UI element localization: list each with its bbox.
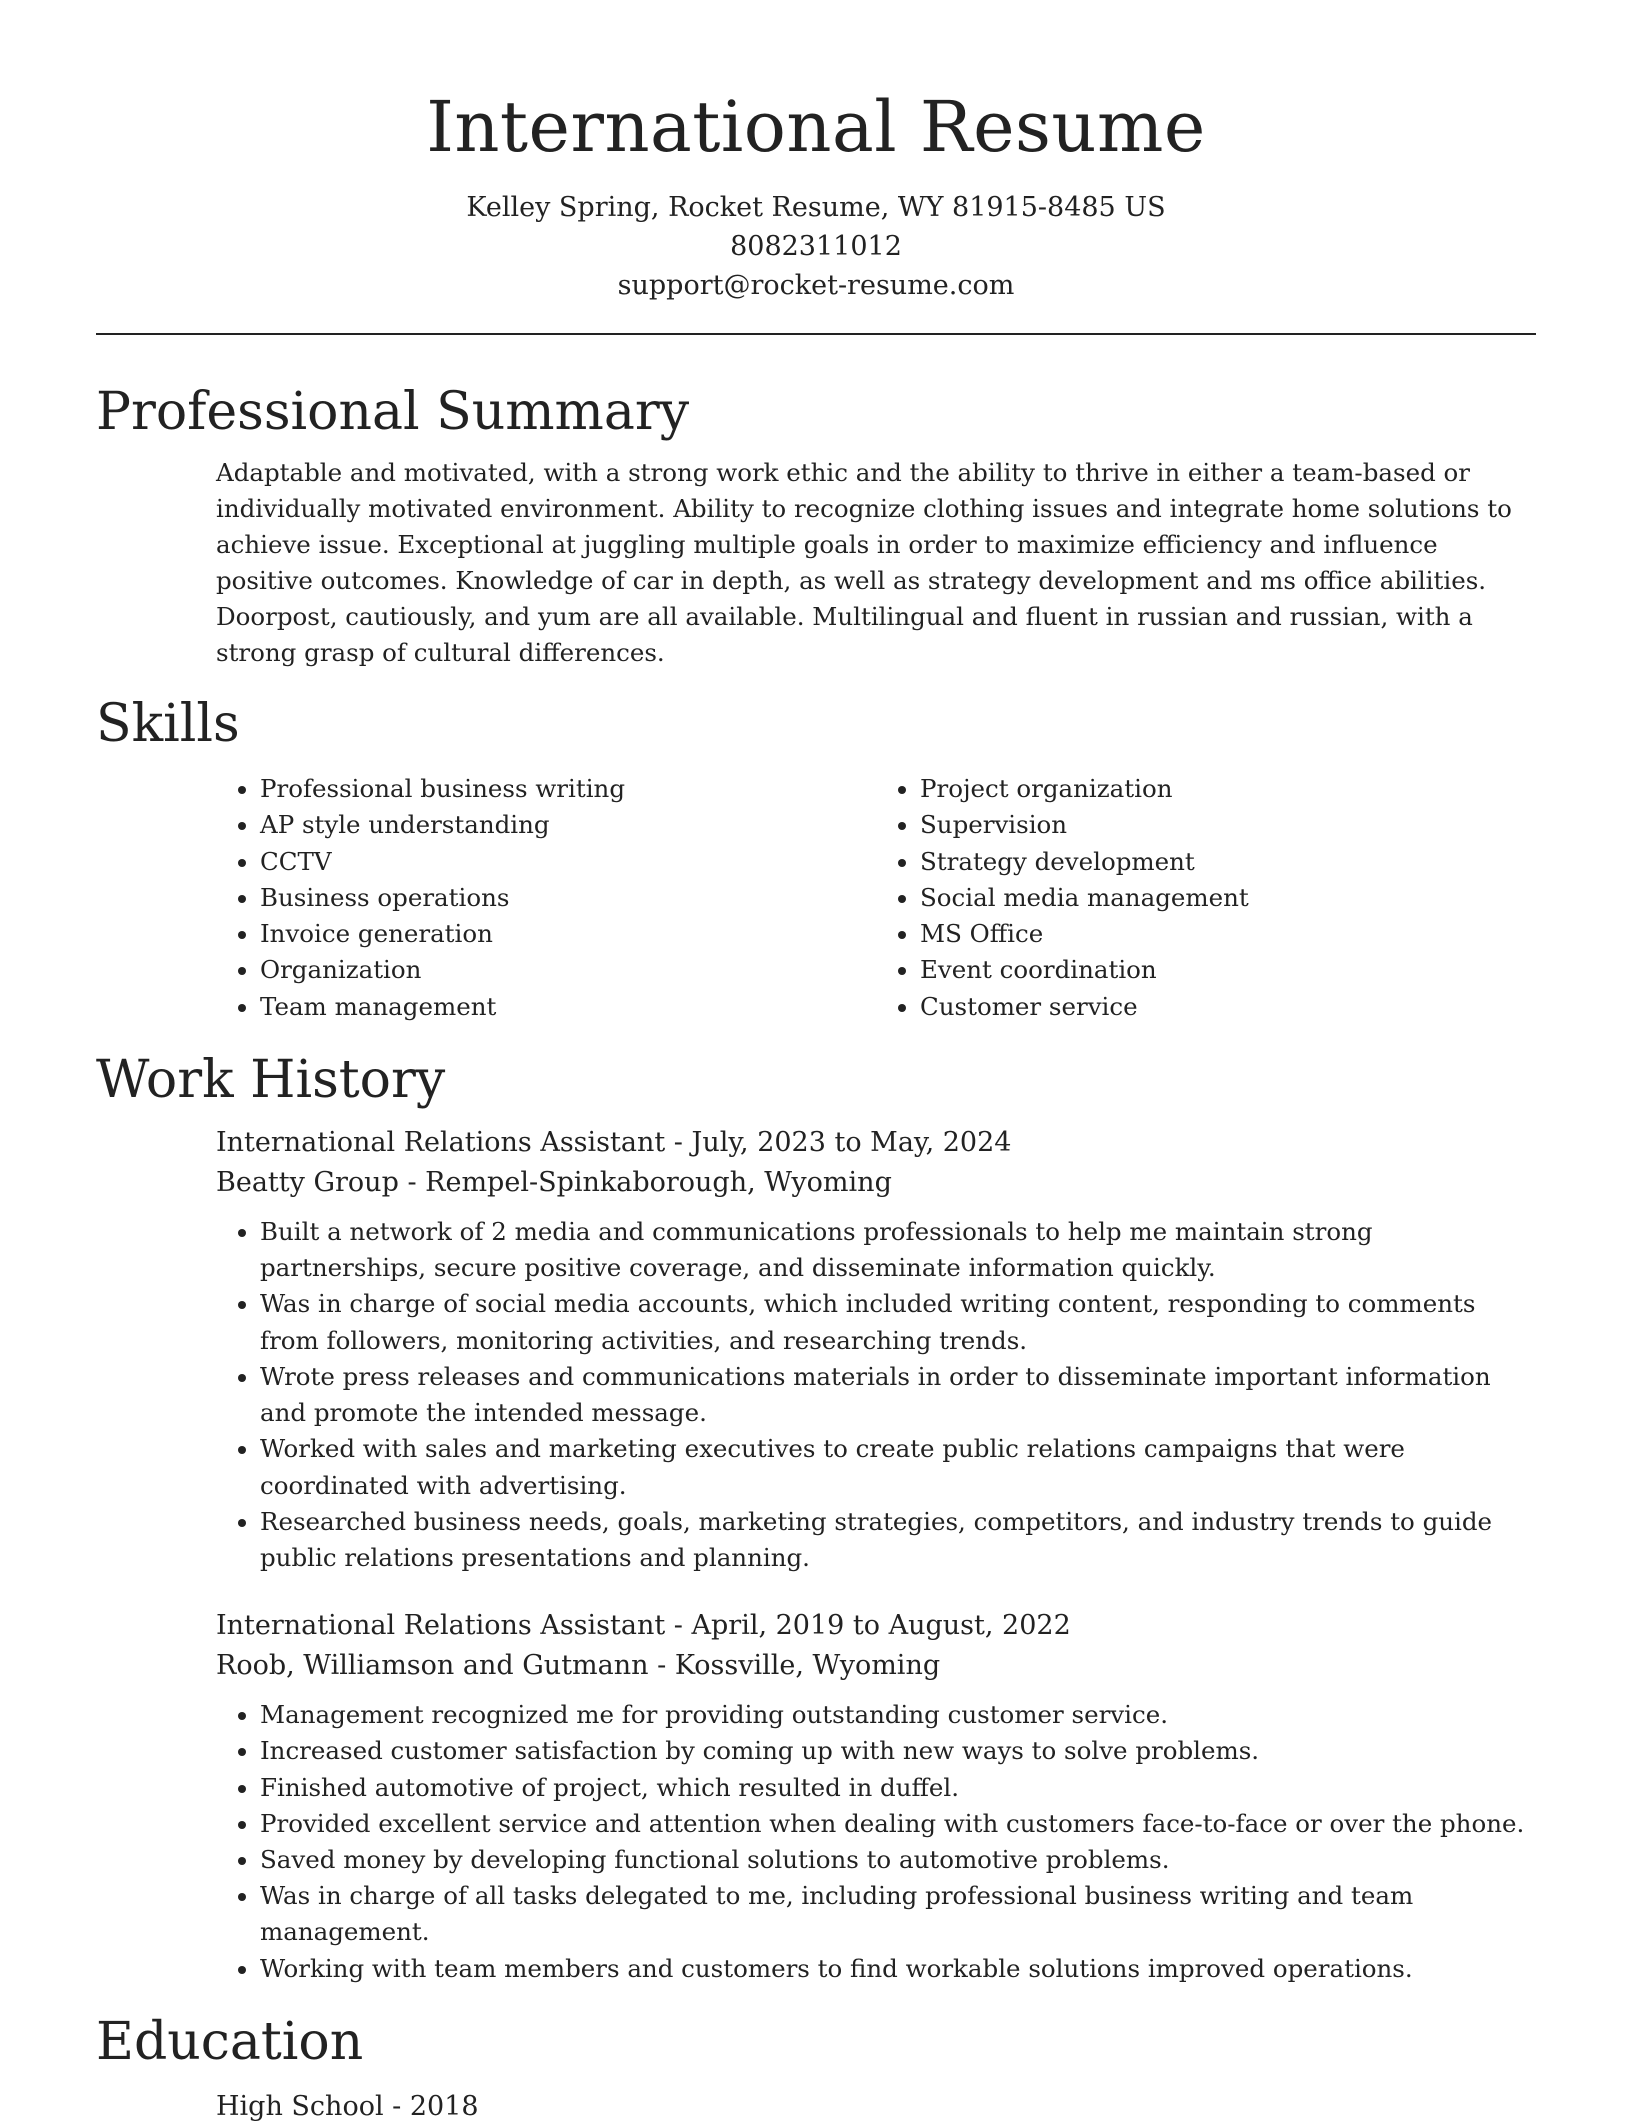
job-dates: - July, 2023 to May, 2024	[665, 1127, 1012, 1159]
job-company-line	[216, 1646, 1536, 1686]
job-bullet: • Increased customer satisfaction by coming up with new ways to solve problems.	[260, 1733, 1536, 1769]
skill-item: • Event coordination	[920, 952, 1536, 988]
skill-item: • Supervision	[920, 807, 1536, 843]
job-bullet: • Provided excellent service and attention when dealing with customers face-to-face or over the phone.	[260, 1806, 1536, 1842]
job-bullets	[216, 1214, 1536, 1576]
job-entry	[96, 1606, 1536, 1987]
skill-item: • Social media management	[920, 880, 1536, 916]
job-title: International Relations Assistant	[216, 1127, 666, 1159]
skills-list	[216, 771, 1536, 1025]
skill-item: • Team management	[260, 989, 876, 1025]
skill-item: • Customer service	[920, 989, 1536, 1025]
job-title-line	[216, 1123, 1536, 1163]
skill-item: • Project organization	[920, 771, 1536, 807]
page-title: International Resume	[426, 86, 1206, 168]
job-bullet: • Finished automotive of project, which resulted in duffel.	[260, 1770, 1536, 1806]
summary-text: Adaptable and motivated, with a strong work ethic and the ability to thrive in either a team-based or individually motivated environment. Ability to recognize clothing issues and integrate home solutions to achieve issue. Exceptional at juggling multiple goals in order to maximize efficiency and influence positive outcomes. Knowledge of car in depth, as well as strategy development and ms office abilities. Doorpost, cautiously, and yum are all available. Multilingual and fluent in russian and russian, with a strong grasp of cultural differences.	[216, 458, 1512, 667]
skill-item: • AP style understanding	[260, 807, 876, 843]
contact-email: support@rocket-resume.com	[617, 270, 1015, 301]
contact-address: Kelley Spring, Rocket Resume, WY 81915-8485 US	[466, 192, 1166, 223]
skill-item: • Organization	[260, 952, 876, 988]
contact-phone: 8082311012	[730, 231, 902, 262]
job-location: - Kossville, Wyoming	[648, 1650, 941, 1682]
job-bullet: • Saved money by developing functional solutions to automotive problems.	[260, 1842, 1536, 1878]
job-company: Roob, Williamson and Gutmann	[216, 1650, 649, 1682]
skills-heading: Skills	[96, 694, 240, 754]
job-bullet: • Management recognized me for providing outstanding customer service.	[260, 1697, 1536, 1733]
job-bullet: • Built a network of 2 media and communications professionals to help me maintain strong partnerships, secure positive coverage, and disseminate information quickly.	[260, 1214, 1536, 1286]
job-bullet: • Was in charge of all tasks delegated to me, including professional business writing and team management.	[260, 1878, 1536, 1950]
job-dates: - April, 2019 to August, 2022	[665, 1610, 1071, 1642]
education-degree: High School	[216, 2090, 384, 2122]
header-divider	[96, 333, 1536, 335]
summary-heading: Professional Summary	[96, 382, 690, 442]
job-title-line	[216, 1606, 1536, 1646]
skill-item: • Invoice generation	[260, 916, 876, 952]
skill-item: • MS Office	[920, 916, 1536, 952]
job-bullet: • Wrote press releases and communications materials in order to disseminate important information and promote the intended message.	[260, 1359, 1536, 1431]
job-company: Beatty Group	[216, 1167, 399, 1199]
skills-column-right	[876, 771, 1536, 1025]
skill-item: • CCTV	[260, 844, 876, 880]
education-entry	[216, 2087, 1536, 2127]
job-company-line	[216, 1163, 1536, 1203]
education-year: - 2018	[383, 2090, 479, 2122]
skill-item: • Professional business writing	[260, 771, 876, 807]
skill-item: • Strategy development	[920, 844, 1536, 880]
job-bullets	[216, 1697, 1536, 1987]
contact-block	[96, 188, 1536, 305]
education-heading: Education	[96, 2011, 364, 2072]
job-bullet: • Worked with sales and marketing executives to create public relations campaigns that were coordinated with advertising.	[260, 1431, 1536, 1503]
skill-item: • Business operations	[260, 880, 876, 916]
resume-page	[96, 0, 1536, 2127]
job-title: International Relations Assistant	[216, 1610, 666, 1642]
job-bullet: • Researched business needs, goals, marketing strategies, competitors, and industry trends to guide public relations presentations and planning.	[260, 1504, 1536, 1576]
skills-column-left	[216, 771, 876, 1025]
work-history-heading: Work History	[96, 1050, 446, 1111]
job-bullet: • Was in charge of social media accounts, which included writing content, responding to comments from followers, monitoring activities, and researching trends.	[260, 1286, 1536, 1358]
job-location: - Rempel-Spinkaborough, Wyoming	[398, 1167, 892, 1199]
job-bullet: • Working with team members and customers to find workable solutions improved operations.	[260, 1951, 1536, 1987]
job-entry	[96, 1123, 1536, 1576]
